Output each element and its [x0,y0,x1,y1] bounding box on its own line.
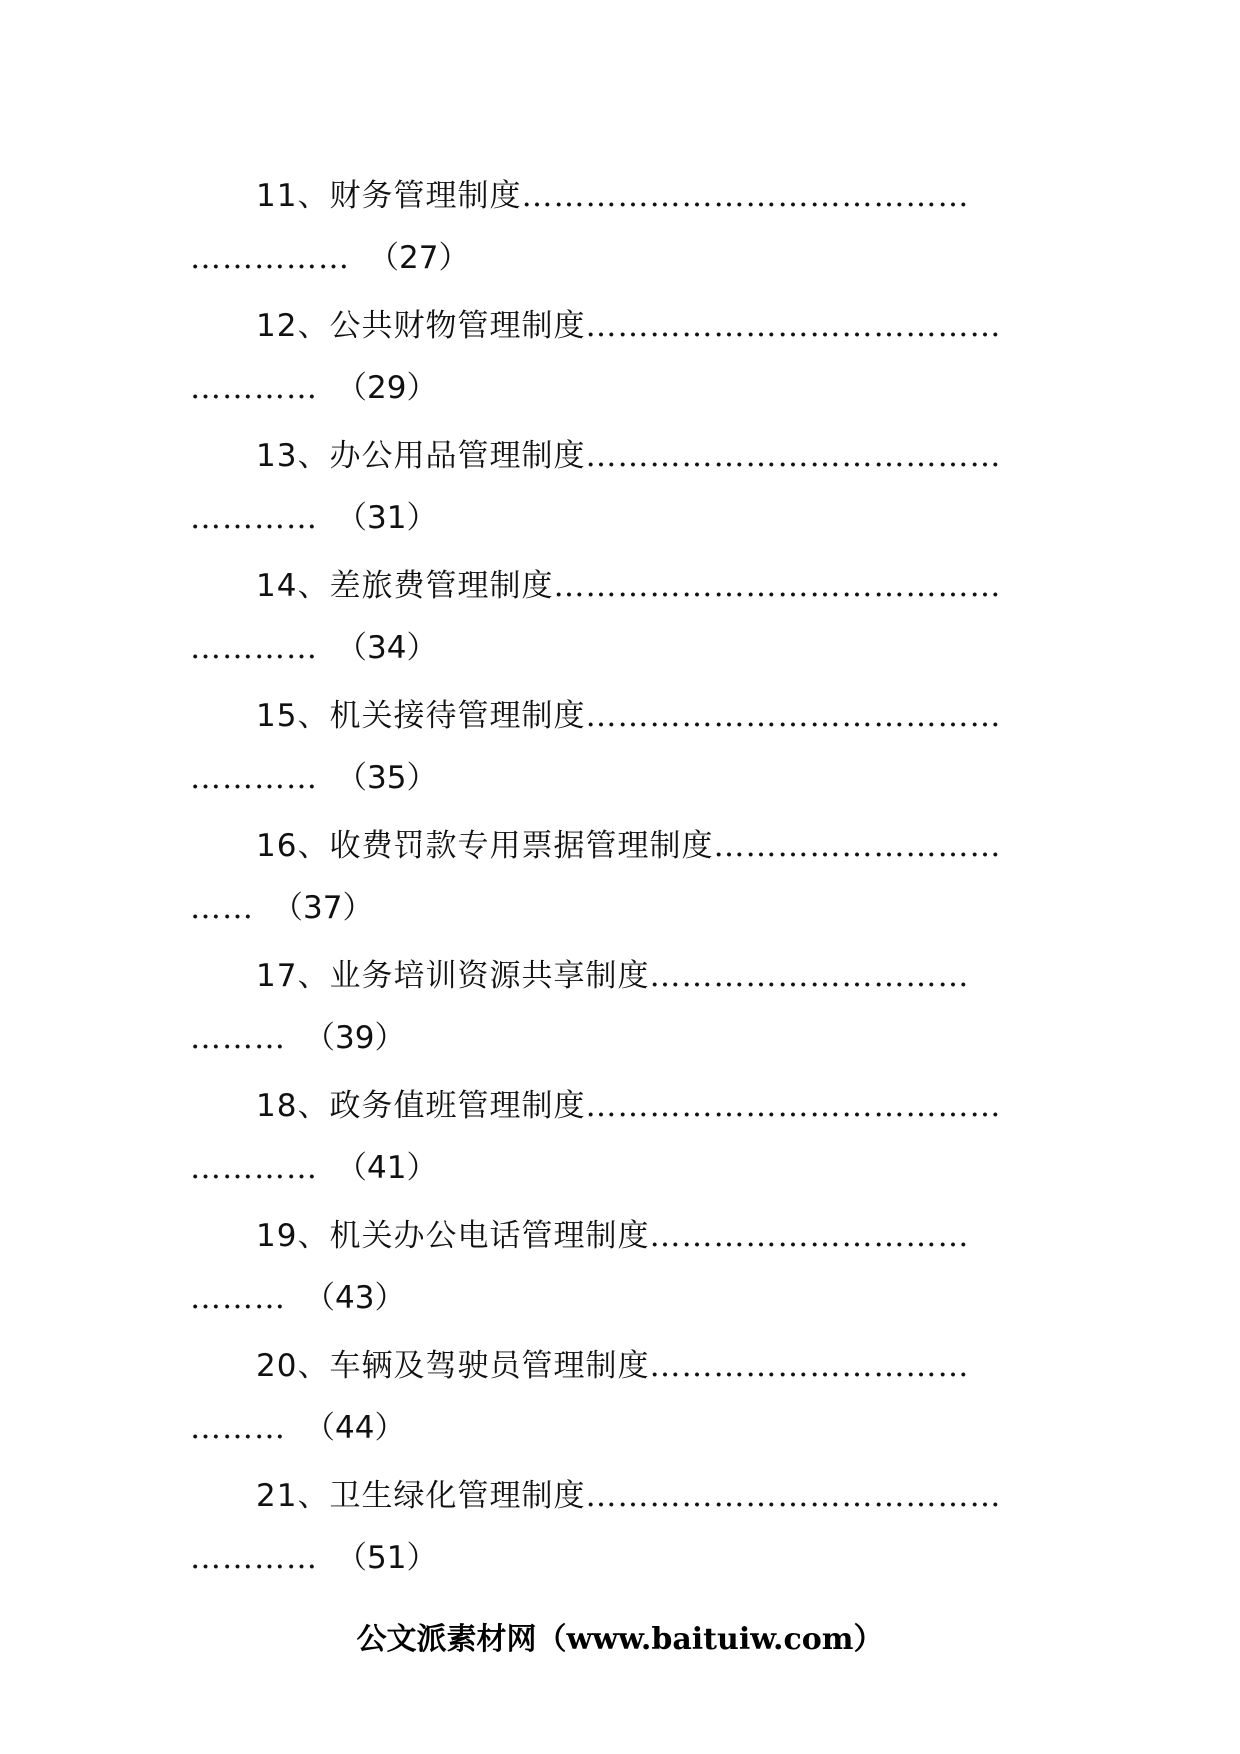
toc-page-number: （39） [304,1020,406,1056]
toc-entry-heading [256,166,1030,226]
toc-leader-dots: ……………………… [713,828,1002,864]
toc-entry-number: 18 [256,1088,298,1124]
toc-entry-title: 财务管理制度 [329,178,522,214]
toc-entry-heading [256,426,1030,486]
toc-leader-dots: ………………………… [649,958,970,994]
toc-page-number: （37） [272,890,374,926]
toc-entry-heading [256,1466,1030,1526]
toc-page-number: （31） [336,500,438,536]
toc-page-number: （34） [336,630,438,666]
toc-entry-continuation [190,1398,405,1458]
toc-entry-number: 15 [256,698,298,734]
toc-entry [190,166,1030,296]
toc-leader-dots: ……… [190,1410,286,1446]
toc-entry-continuation [190,228,469,288]
toc-entry-heading [256,946,1030,1006]
site-footer-watermark: 公文派素材网（www.baituiw.com） [356,1622,884,1657]
table-of-contents [190,166,1030,1596]
toc-entry [190,296,1030,426]
toc-leader-dots: …………………………………… [521,178,970,214]
toc-entry-title: 机关接待管理制度 [329,698,586,734]
toc-entry-separator: 、 [297,438,330,474]
toc-entry-heading [256,296,1030,356]
toc-entry-separator: 、 [297,828,330,864]
toc-leader-dots: …………… [190,240,350,276]
toc-leader-dots: ………………………… [649,1348,970,1384]
toc-page-number: （41） [336,1150,438,1186]
toc-entry-title: 差旅费管理制度 [329,568,554,604]
toc-entry-separator: 、 [297,568,330,604]
toc-entry [190,1076,1030,1206]
toc-entry-separator: 、 [297,698,330,734]
toc-entry-separator: 、 [297,1218,330,1254]
toc-leader-dots: ………… [190,630,318,666]
toc-leader-dots: ……… [190,1020,286,1056]
toc-entry-continuation [190,1528,437,1588]
toc-entry-title: 卫生绿化管理制度 [329,1478,586,1514]
toc-entry-continuation [190,488,437,548]
toc-page-number: （43） [304,1280,406,1316]
toc-leader-dots: ………………………………… [585,438,1002,474]
toc-leader-dots: ………………………………… [585,308,1002,344]
toc-entry-continuation [190,1008,405,1068]
toc-entry-number: 20 [256,1348,298,1384]
toc-entry-number: 19 [256,1218,298,1254]
toc-leader-dots: ………… [190,1150,318,1186]
toc-entry-title: 业务培训资源共享制度 [329,958,650,994]
toc-entry [190,556,1030,686]
toc-entry [190,1206,1030,1336]
toc-entry-separator: 、 [297,1478,330,1514]
toc-entry-title: 机关办公电话管理制度 [329,1218,650,1254]
toc-entry-separator: 、 [297,1348,330,1384]
toc-leader-dots: ………… [190,370,318,406]
toc-entry-separator: 、 [297,308,330,344]
toc-leader-dots: ………………………………… [585,698,1002,734]
toc-entry-separator: 、 [297,958,330,994]
toc-entry-number: 17 [256,958,298,994]
toc-entry-separator: 、 [297,178,330,214]
toc-entry-number: 12 [256,308,298,344]
toc-entry [190,816,1030,946]
toc-page-number: （35） [336,760,438,796]
toc-entry-heading [256,686,1030,746]
toc-entry-continuation [190,1138,437,1198]
toc-entry-number: 13 [256,438,298,474]
toc-entry [190,946,1030,1076]
toc-leader-dots: ………………………………… [585,1478,1002,1514]
toc-page-number: （51） [336,1540,438,1576]
toc-entry-continuation [190,358,437,418]
toc-leader-dots: ………… [190,1540,318,1576]
toc-entry-title: 收费罚款专用票据管理制度 [329,828,714,864]
toc-entry-number: 21 [256,1478,298,1514]
toc-leader-dots: …… [190,890,254,926]
toc-entry-heading [256,1336,1030,1396]
toc-entry [190,426,1030,556]
toc-entry-number: 14 [256,568,298,604]
toc-entry-title: 车辆及驾驶员管理制度 [329,1348,650,1384]
toc-page-number: （29） [336,370,438,406]
toc-entry-continuation [190,618,437,678]
toc-entry [190,1336,1030,1466]
toc-entry-heading [256,556,1030,616]
toc-entry-continuation [190,748,437,808]
toc-entry-title: 公共财物管理制度 [329,308,586,344]
toc-leader-dots: ………… [190,500,318,536]
toc-entry-continuation [190,878,373,938]
toc-entry-heading [256,1076,1030,1136]
toc-entry-heading [256,816,1030,876]
toc-entry-number: 11 [256,178,298,214]
toc-entry-continuation [190,1268,405,1328]
toc-entry-number: 16 [256,828,298,864]
toc-page-number: （44） [304,1410,406,1446]
toc-leader-dots: ………………………… [649,1218,970,1254]
toc-leader-dots: ………… [190,760,318,796]
toc-page-number: （27） [368,240,470,276]
toc-entry-heading [256,1206,1030,1266]
toc-leader-dots: ………………………………… [585,1088,1002,1124]
toc-entry-title: 政务值班管理制度 [329,1088,586,1124]
toc-leader-dots: ……… [190,1280,286,1316]
toc-entry [190,686,1030,816]
toc-entry-separator: 、 [297,1088,330,1124]
toc-entry-title: 办公用品管理制度 [329,438,586,474]
toc-leader-dots: …………………………………… [553,568,1002,604]
toc-entry [190,1466,1030,1596]
